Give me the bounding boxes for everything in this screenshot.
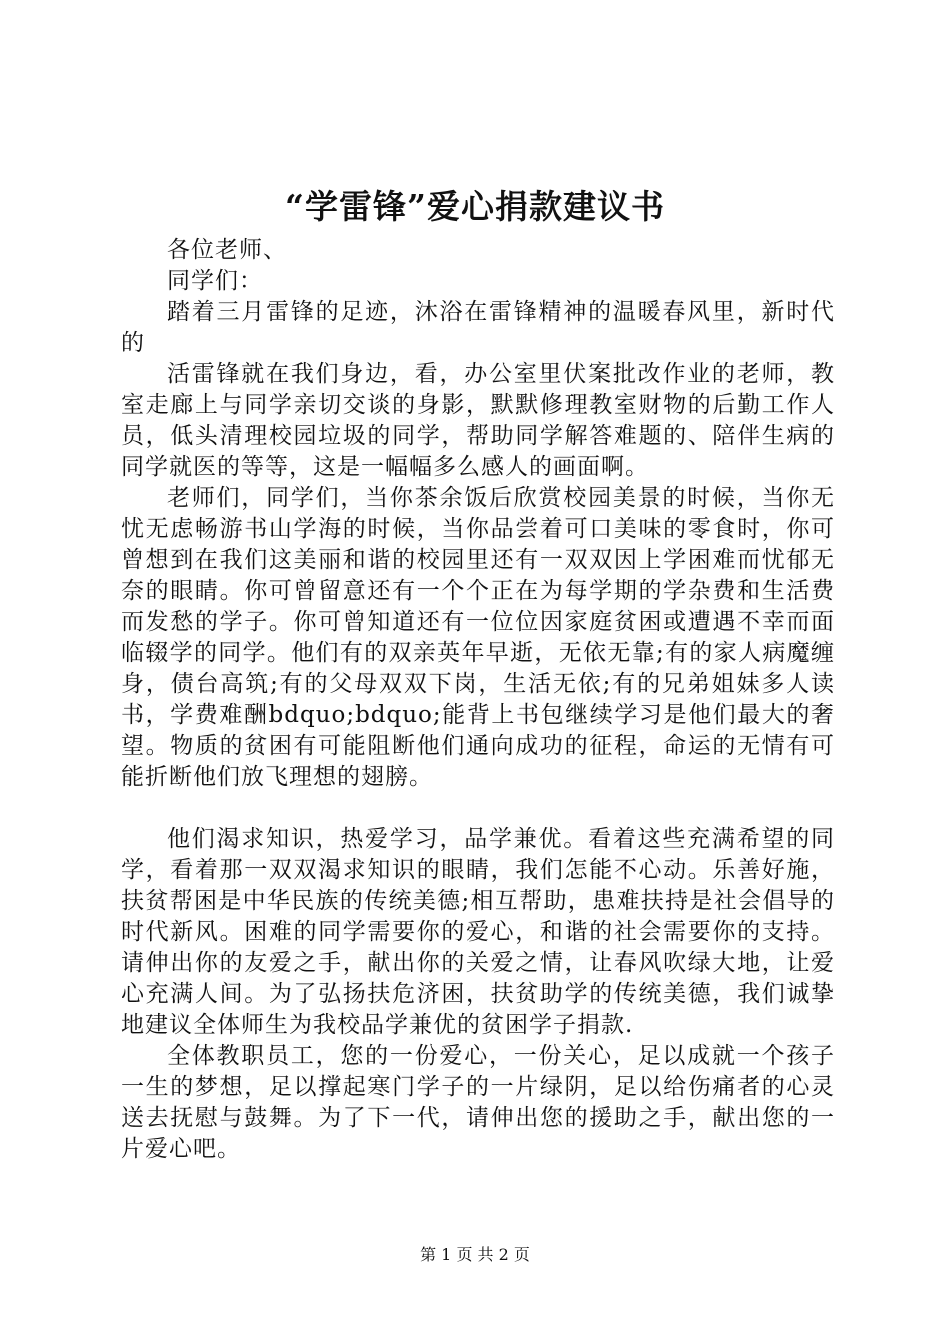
salutation-line-1: 各位老师、 (167, 237, 287, 263)
paragraph-living-leifeng: 活雷锋就在我们身边，看，办公室里伏案批改作业的老师，教室走廊上与同学亲切交谈的身影，默默修理教室财物的后勤工作人员，低头清理校园垃圾的同学，帮助同学解答难题的、陪伴生病的同学就医的等等，这是一幅幅多么感人的画面啊。 (121, 361, 835, 480)
paragraph-intro: 踏着三月雷锋的足迹，沐浴在雷锋精神的温暖春风里，新时代的 (121, 299, 835, 356)
document-title: “学雷锋”爱心捐款建议书 (285, 187, 665, 226)
paragraph-students-in-need: 老师们，同学们，当你茶余饭后欣赏校园美景的时候，当你无忧无虑畅游书山学海的时候，当你品尝着可口美味的零食时，你可曾想到在我们这美丽和谐的校园里还有一双双因上学困难而忧郁无奈的眼睛。你可曾留意还有一个个正在为每学期的学杂费和生活费而发愁的学子。你可曾知道还有一位位因家庭贫困或遭遇不幸而面临辍学的同学。他们有的双亲英年早逝，无依无靠;有的家人病魔缠身，债台高筑;有的父母双双下岗，生活无依;有的兄弟姐妹多人读书，学费难酬bdquo;bdquo;能背上书包继续学习是他们最大的奢望。物质的贫困有可能阻断他们通向成功的征程，命运的无情有可能折断他们放飞理想的翅膀。 (121, 485, 835, 790)
salutation-line-2: 同学们： (167, 268, 263, 294)
paragraph-call-to-action: 他们渴求知识，热爱学习，品学兼优。看着这些充满希望的同学，看着那一双双渴求知识的眼睛，我们怎能不心动。乐善好施，扶贫帮困是中华民族的传统美德;相互帮助，患难扶持是社会倡导的时代新风。困难的同学需要你的爱心，和谐的社会需要你的支持。请伸出你的友爱之手，献出你的关爱之情，让春风吹绿大地，让爱心充满人间。为了弘扬扶危济困，扶贫助学的传统美德，我们诚挚地建议全体师生为我校品学兼优的贫困学子捐款. (121, 826, 835, 1038)
page-number-footer: 第 1 页 共 2 页 (420, 1245, 530, 1264)
document-body (121, 235, 835, 1165)
paragraph-staff-appeal: 全体教职员工，您的一份爱心，一份关心，足以成就一个孩子一生的梦想，足以撑起寒门学子的一片绿阴，足以给伤痛者的心灵送去抚慰与鼓舞。为了下一代，请伸出您的援助之手，献出您的一片爱心吧。 (121, 1043, 835, 1162)
